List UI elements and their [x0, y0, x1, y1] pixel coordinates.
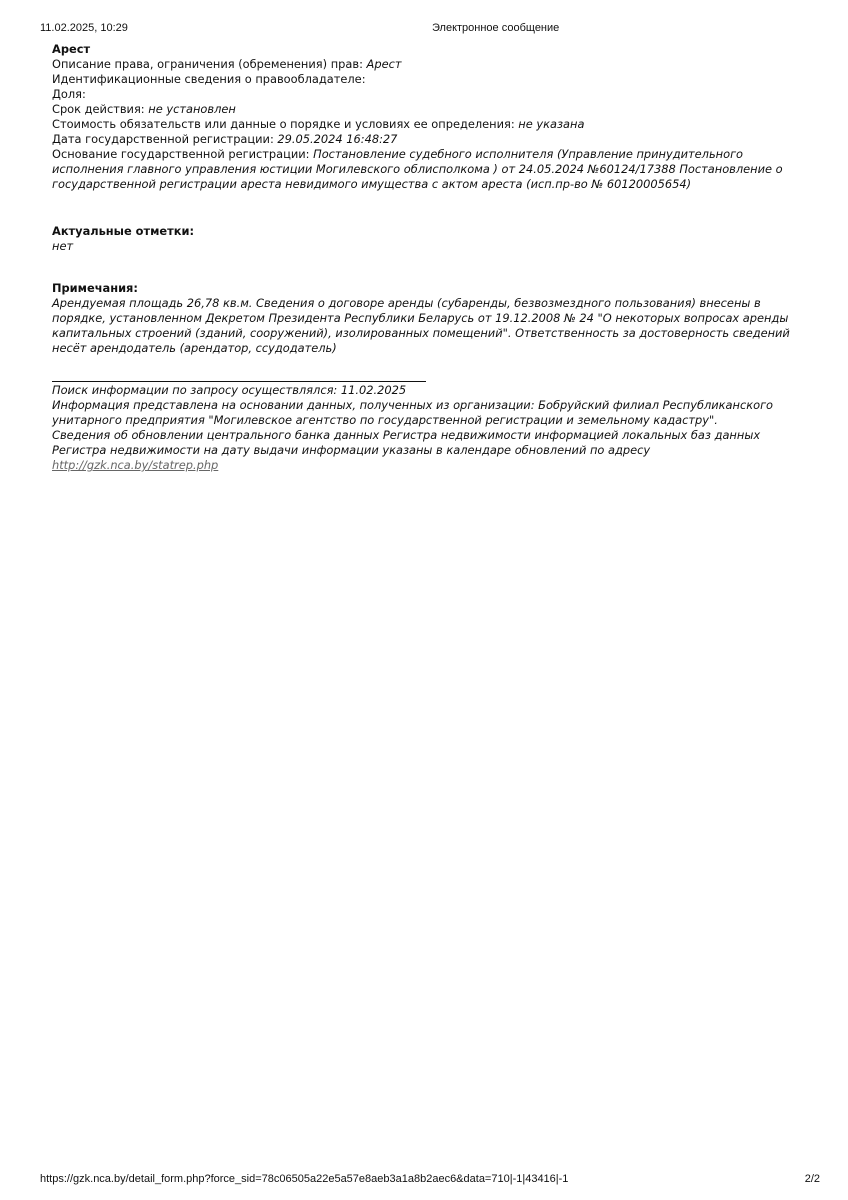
print-footer — [40, 1173, 820, 1189]
print-datetime: 11.02.2025, 10:29 — [40, 22, 128, 34]
term-label: Срок действия: — [52, 102, 145, 116]
obligation-value: не указана — [518, 117, 585, 131]
registration-date-row — [52, 132, 812, 147]
record-title: Арест — [52, 42, 91, 56]
actual-marks-value: нет — [52, 239, 74, 253]
obligation-label: Стоимость обязательств или данные о порядке и условиях ее определения: — [52, 117, 515, 131]
term-row — [52, 102, 812, 117]
share-row — [52, 87, 812, 102]
footer-divider — [52, 381, 426, 382]
notes-heading: Примечания: — [52, 281, 138, 295]
rights-description-value: Арест — [366, 57, 402, 71]
statrep-link[interactable]: http://gzk.nca.by/statrep.php — [52, 458, 219, 472]
notes-text: Арендуемая площадь 26,78 кв.м. Сведения о договоре аренды (субаренды, безвозмездного пользования) внесены в порядке, установленном Декретом Президента Республики Беларусь от 19.12.2008 № 24 "О некоторых вопросах аренды капитальных строений (зданий, сооружений), изолированных помещений". Ответственность за достоверность сведений несёт арендодатель (арендатор, ссудодатель) — [52, 296, 790, 355]
search-date-line: Поиск информации по запросу осуществлялся: 11.02.2025 — [52, 383, 407, 397]
updates-info: Сведения об обновлении центрального банка данных Регистра недвижимости информацией локальных баз данных Регистра недвижимости на дату выдачи информации указаны в календаре обновлений по адресу — [52, 428, 761, 457]
holder-label: Идентификационные сведения о правообладателе: — [52, 72, 366, 86]
rights-description-row — [52, 57, 812, 72]
page-number: 2/2 — [804, 1173, 820, 1185]
print-doc-title: Электронное сообщение — [432, 22, 560, 34]
registration-date-label: Дата государственной регистрации: — [52, 132, 274, 146]
holder-row — [52, 72, 812, 87]
registration-basis-label: Основание государственной регистрации: — [52, 147, 310, 161]
registration-basis-row — [52, 147, 812, 192]
rights-description-label: Описание права, ограничения (обременения) прав: — [52, 57, 363, 71]
registration-date-value: 29.05.2024 16:48:27 — [277, 132, 398, 146]
print-url: https://gzk.nca.by/detail_form.php?force_sid=78c06505a22e5a57e8aeb3a1a8b2aec6&data=710|-1|43416|-1 — [40, 1173, 569, 1185]
term-value: не установлен — [148, 102, 236, 116]
actual-marks-heading: Актуальные отметки: — [52, 224, 194, 238]
document-body — [52, 42, 812, 473]
share-label: Доля: — [52, 87, 86, 101]
registration-basis-value: Постановление судебного исполнителя (Управление принудительного исполнения главного управления юстиции Могилевского облисполкома ) от 24.05.2024 №60124/17388 Постановление о государственной регистрации ареста невидимого имущества с актом ареста (исп.пр-во № 60120005654) — [52, 147, 783, 191]
print-header — [40, 22, 808, 38]
source-info: Информация представлена на основании данных, полученных из организации: Бобруйский филиал Республиканского унитарного предприятия "Могилевское агентство по государственной регистрации и земельному кадастру". — [52, 398, 774, 427]
obligation-row — [52, 117, 812, 132]
